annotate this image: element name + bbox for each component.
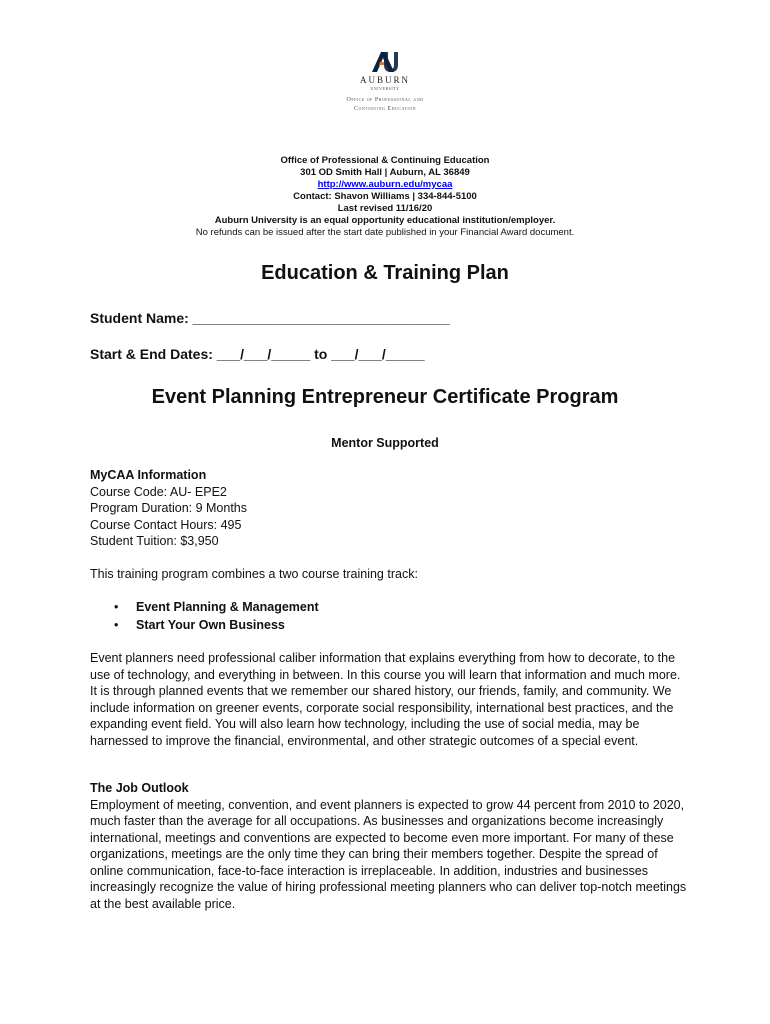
course-code: Course Code: AU- EPE2 <box>90 484 227 499</box>
job-outlook-text: Employment of meeting, convention, and event planners is expected to grow 44 percent from 2010 to 2020, much faster than the average for all occupations. As businesses and organizations become increasingly international, meetings and conventions are expected to become even more important. For many of these organizations, meetings are the only time they can bring their members together. Despite the spread of online communication, face-to-face interaction is irreplaceable. In addition, industries and businesses increasingly recognize the value of hiring professional meeting planners who can deliver top-notch meetings at the best available price. <box>90 797 687 911</box>
track-list <box>90 598 319 634</box>
university-sub: UNIVERSITY <box>370 86 400 91</box>
office-name: Office of Professional & Continuing Education <box>280 155 490 166</box>
track-label: Event Planning & Management <box>136 600 319 614</box>
auburn-logo <box>0 50 770 114</box>
page-title: Education & Training Plan <box>261 262 509 284</box>
department-line-1: Office of Professional and <box>346 97 424 103</box>
mycaa-heading: MyCAA Information <box>90 468 207 482</box>
job-outlook-section <box>90 780 690 912</box>
job-outlook-heading: The Job Outlook <box>90 781 189 795</box>
track-label: Start Your Own Business <box>136 618 285 632</box>
list-item: • Event Planning & Management <box>114 600 319 614</box>
description-paragraph: Event planners need professional caliber information that explains everything from how to decorate, to the use of technology, and everything in between. In this course you will learn that information and much more. It is through planned events that we remember our shared history, our friends, family, and community. We include information on greener events, corporate social responsibility, international best practices, and the expanding event field. You will also learn how technology, including the use of social media, may be harnessed to improve the financial, environmental, and other strategic outcomes of a special event. <box>90 651 681 748</box>
program-duration: Program Duration: 9 Months <box>90 501 248 515</box>
office-address: 301 OD Smith Hall | Auburn, AL 36849 <box>300 167 470 178</box>
mycaa-info <box>90 467 690 550</box>
intro-text: This training program combines a two course training track: <box>90 567 418 581</box>
program-title: Event Planning Entrepreneur Certificate Program <box>151 386 619 408</box>
department-line-2: Continuing Education <box>353 106 417 112</box>
department-name <box>0 96 770 114</box>
auburn-au-logo-icon <box>370 50 400 74</box>
student-name-field: Student Name: _________________________________ <box>90 310 450 326</box>
contact-block <box>0 155 770 239</box>
contact-person: Contact: Shavon Williams | 334-844-5100 <box>293 191 477 202</box>
dates-field: Start & End Dates: ___/___/_____ to ___/___/_____ <box>90 346 425 362</box>
last-revised: Last revised 11/16/20 <box>337 203 433 214</box>
mentor-label: Mentor Supported <box>331 436 439 450</box>
refund-note: No refunds can be issued after the start date published in your Financial Award document. <box>195 227 575 238</box>
mycaa-link[interactable]: http://www.auburn.edu/mycaa <box>317 179 453 190</box>
list-item: • Start Your Own Business <box>114 618 285 632</box>
student-tuition: Student Tuition: $3,950 <box>90 534 219 548</box>
university-name: AUBURN <box>359 75 410 85</box>
contact-hours: Course Contact Hours: 495 <box>90 517 242 532</box>
equal-opportunity-note: Auburn University is an equal opportunity educational institution/employer. <box>214 215 556 226</box>
